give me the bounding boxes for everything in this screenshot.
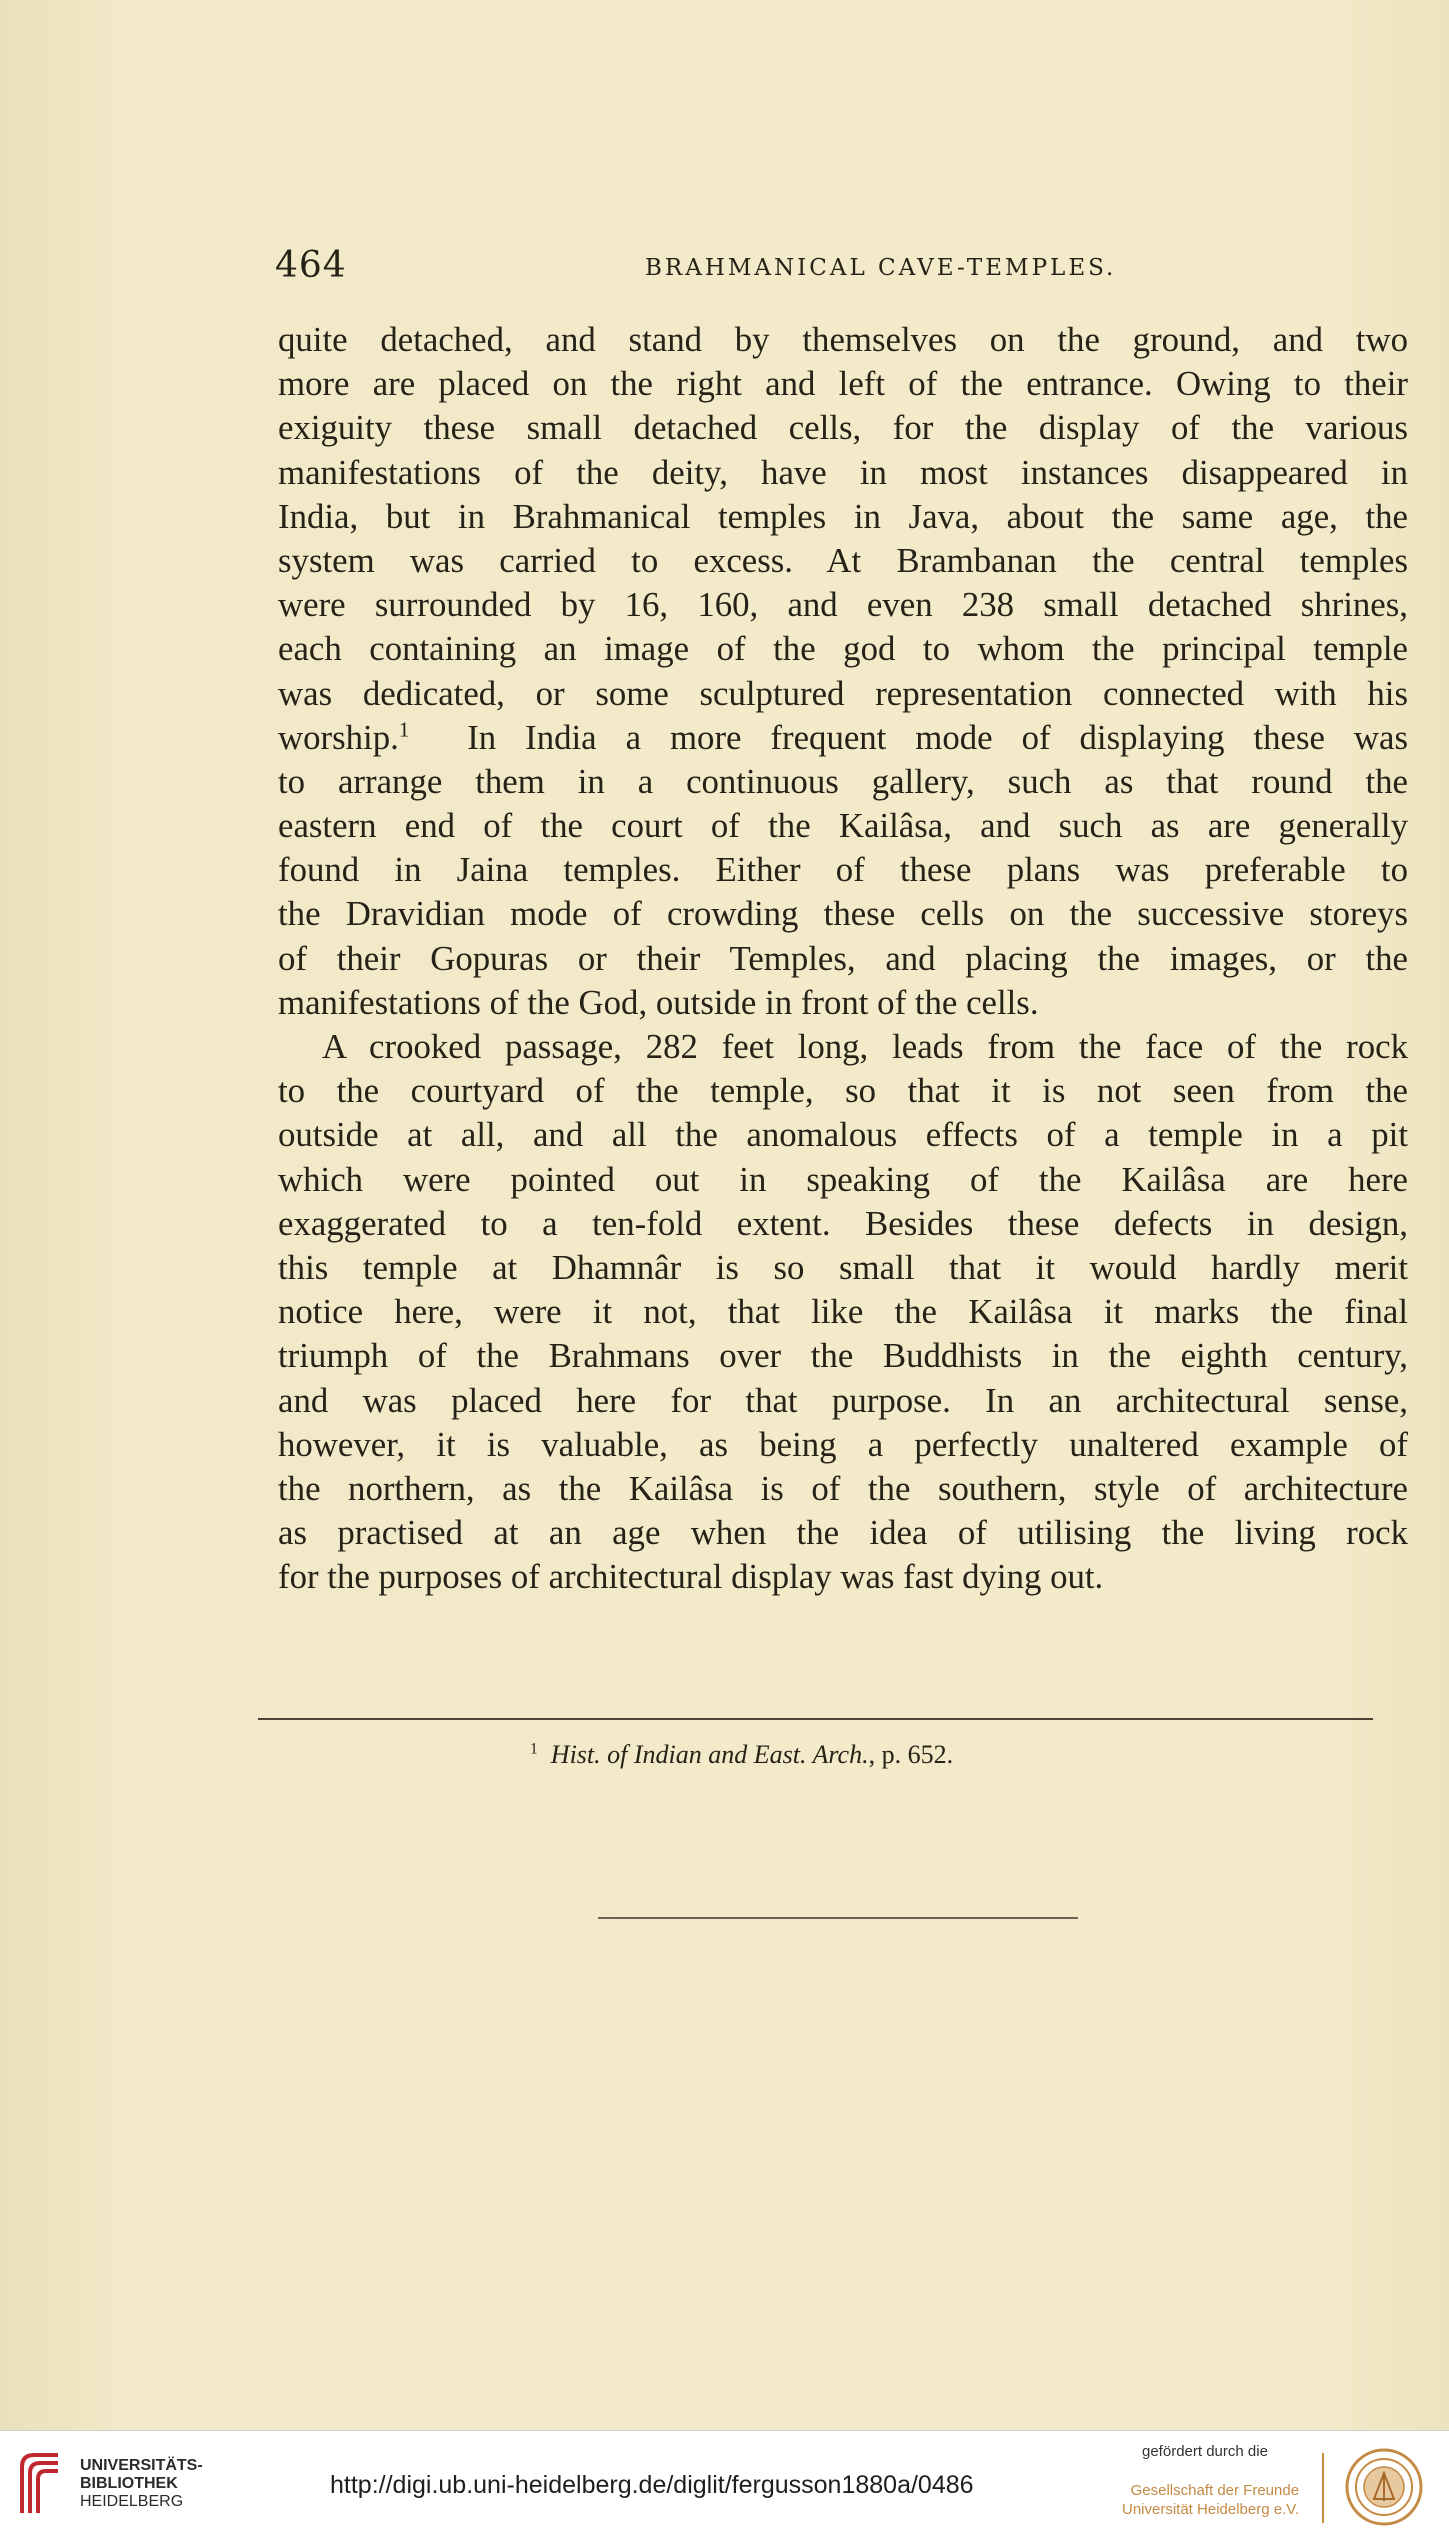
text-line: was dedicated, or some sculptured representation connected with his (278, 673, 1408, 713)
text-line: outside at all, and all the anomalous effects of a temple in a pit (278, 1115, 1408, 1155)
end-rule (598, 1917, 1078, 1919)
text-line: however, it is valuable, as being a perfectly unaltered example of (278, 1424, 1408, 1464)
worship-word: worship. (278, 717, 399, 757)
page-header (255, 245, 1415, 295)
footnote-ref[interactable]: 1 (398, 717, 410, 742)
worship-tail: In India a more frequent mode of displaying these was (467, 717, 1409, 757)
text-line: and was placed here for that purpose. In an architectural sense, (278, 1380, 1408, 1420)
text-line: were surrounded by 16, 160, and even 238 small detached shrines, (278, 585, 1408, 625)
funding-org-line1: Gesellschaft der Freunde (1130, 2482, 1300, 2499)
text-line: exiguity these small detached cells, for the display of the various (278, 408, 1408, 448)
text-line: A crooked passage, 282 feet long, leads from the face of the rock (322, 1027, 1408, 1066)
text-line: triumph of the Brahmans over the Buddhists in the eighth century, (278, 1336, 1408, 1376)
text-line: more are placed on the right and left of the entrance. Owing to their (278, 364, 1408, 404)
text-line: the northern, as the Kailâsa is of the southern, style of architecture (278, 1468, 1408, 1508)
paragraph-1 (278, 318, 1408, 1025)
digitization-footer (0, 2430, 1449, 2534)
text-line: to the courtyard of the temple, so that it is not seen from the (278, 1071, 1408, 1111)
footnote-title: Hist. of Indian and East. Arch. (550, 1740, 869, 1769)
text-line: of their Gopuras or their Temples, and placing the images, or the (278, 938, 1408, 978)
text-line: for the purposes of architectural display was fast dying out. (278, 1557, 1104, 1597)
paragraph-2 (278, 1025, 1408, 1599)
library-logo-icon[interactable] (14, 2447, 64, 2517)
text-line: found in Jaina temples. Either of these plans was preferable to (278, 850, 1408, 890)
library-name-line2: BIBLIOTHEK (80, 2475, 178, 2492)
text-line: exaggerated to a ten-fold extent. Besides these defects in design, (278, 1203, 1408, 1243)
footer-divider (1322, 2453, 1324, 2523)
footnote-divider (258, 1718, 1373, 1720)
library-name (80, 2457, 203, 2511)
footnote (530, 1740, 953, 1770)
text-line: quite detached, and stand by themselves on the ground, and two (278, 320, 1408, 359)
text-line: India, but in Brahmanical temples in Java, about the same age, the (278, 496, 1408, 536)
text-line: system was carried to excess. At Brambanan the central temples (278, 540, 1408, 580)
text-line: as practised at an age when the idea of utilising the living rock (278, 1513, 1408, 1553)
text-line: manifestations of the God, outside in front of the cells. (278, 982, 1039, 1022)
footnote-rest: , p. 652. (868, 1740, 954, 1769)
page-number: 464 (275, 245, 347, 286)
funding-label: gefördert durch die (1142, 2443, 1268, 2460)
text-line: eastern end of the court of the Kailâsa, and such as are generally (278, 806, 1408, 846)
university-seal-icon (1344, 2447, 1424, 2527)
text-line-with-footnote (278, 716, 1408, 760)
text-line: each containing an image of the god to whom the principal temple (278, 629, 1408, 669)
funding-organization (1122, 2481, 1299, 2519)
library-name-line1: UNIVERSITÄTS- (80, 2457, 203, 2474)
text-line: which were pointed out in speaking of the Kailâsa are here (278, 1159, 1408, 1199)
footnote-marker: 1 (530, 1740, 538, 1758)
library-name-line3: HEIDELBERG (80, 2493, 184, 2510)
running-title: BRAHMANICAL CAVE-TEMPLES. (645, 255, 1117, 281)
text-line: manifestations of the deity, have in most instances disappeared in (278, 452, 1408, 492)
text-line: the Dravidian mode of crowding these cells on the successive storeys (278, 894, 1408, 934)
body-text (278, 318, 1408, 1599)
text-line: this temple at Dhamnâr is so small that it would hardly merit (278, 1247, 1408, 1287)
funding-org-line2: Universität Heidelberg e.V. (1122, 2501, 1300, 2518)
text-line: to arrange them in a continuous gallery, such as that round the (278, 761, 1408, 801)
permalink-url[interactable]: http://digi.ub.uni-heidelberg.de/diglit/fergusson1880a/0486 (330, 2471, 974, 2499)
text-line: notice here, were it not, that like the Kailâsa it marks the final (278, 1292, 1408, 1332)
